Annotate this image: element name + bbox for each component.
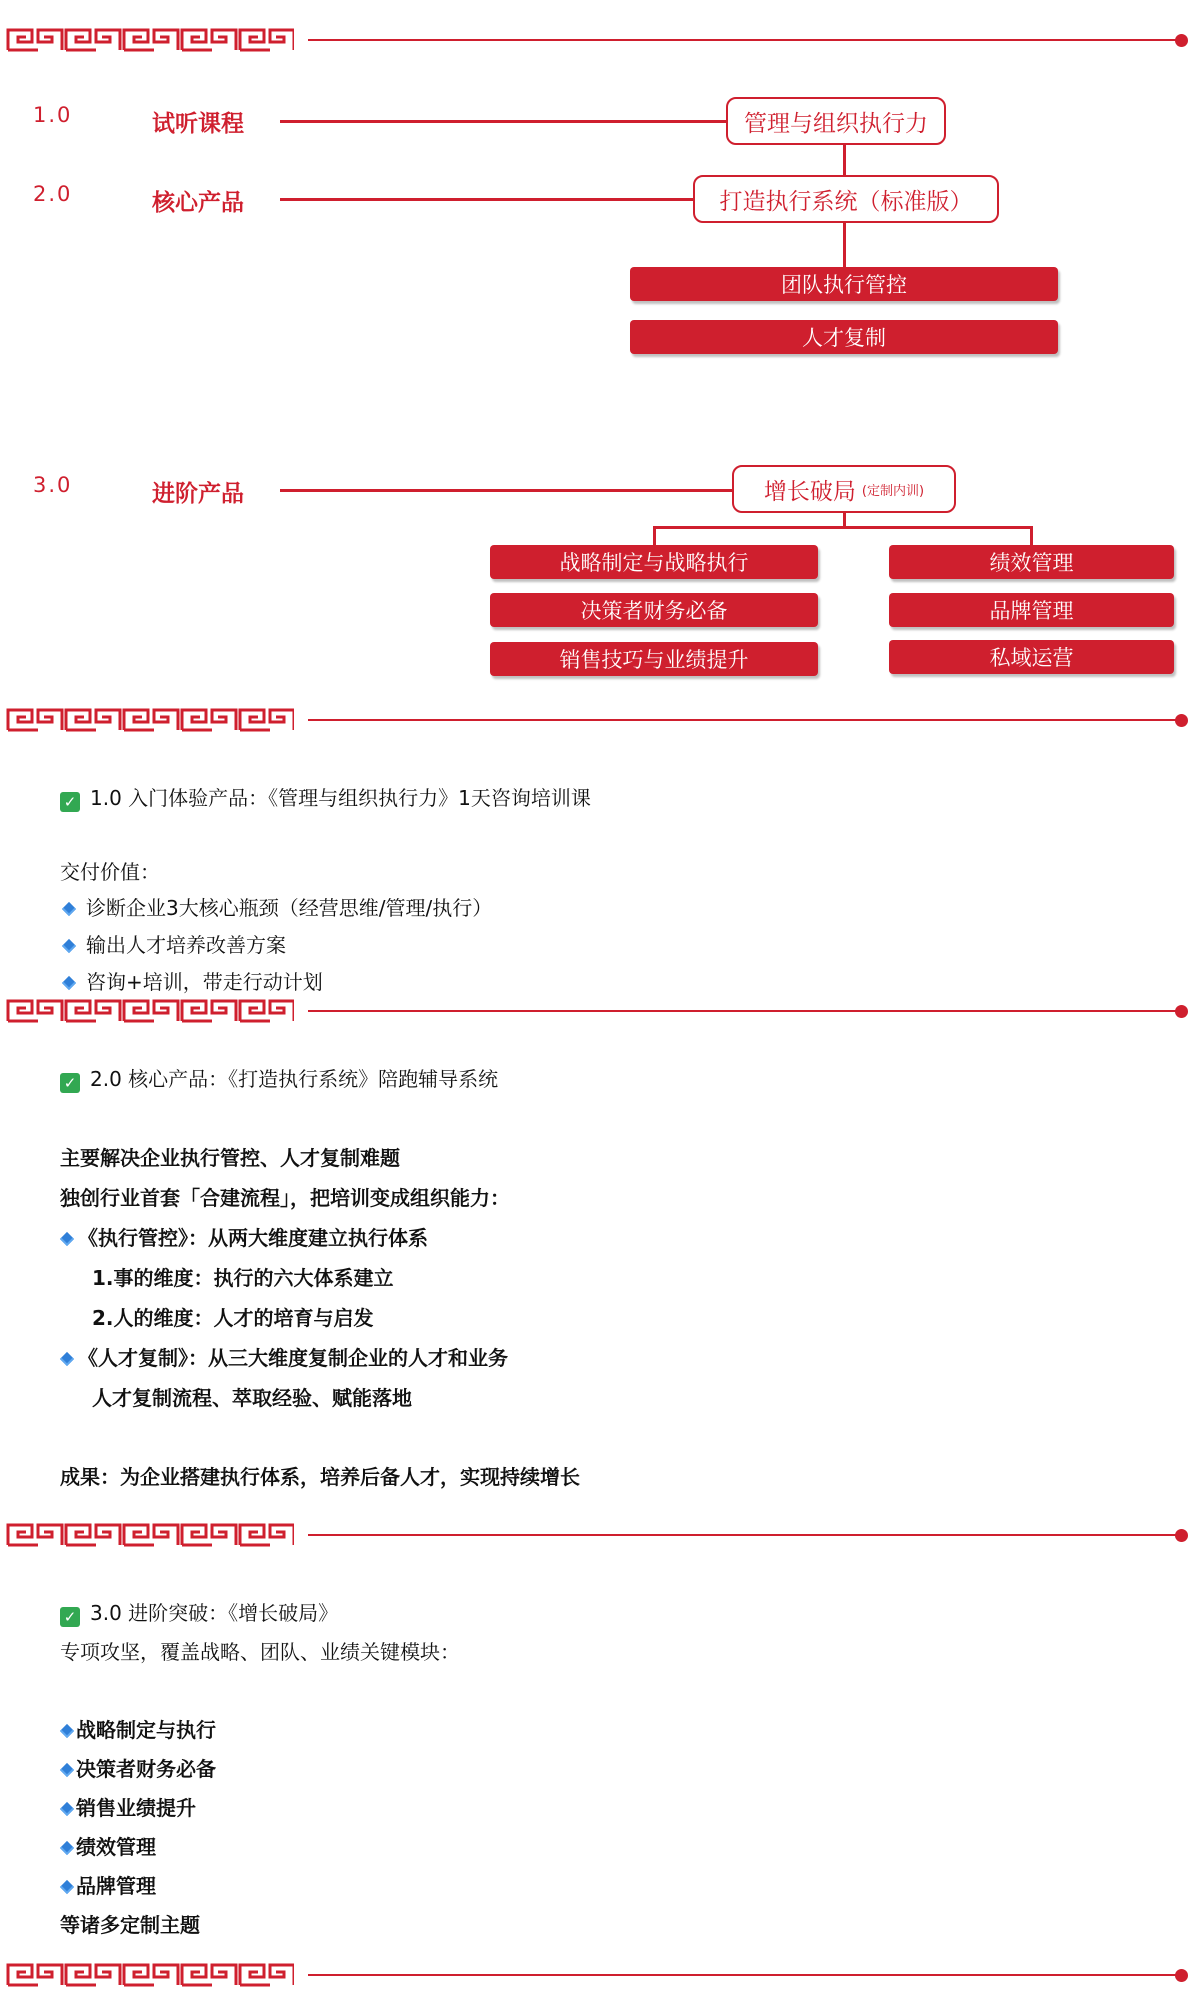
fret-pattern-icon xyxy=(6,708,294,732)
section-3-bullet xyxy=(60,1753,216,1782)
fret-motif xyxy=(182,1001,236,1021)
bullet-text: 《执行管控》：从两大维度建立执行体系 xyxy=(78,1226,428,1250)
fret-motif xyxy=(240,1525,294,1545)
level-3-number: 3.0 xyxy=(33,473,73,497)
level-2-trunk xyxy=(843,223,846,267)
divider-dot xyxy=(1175,1005,1188,1018)
section-2-bullet xyxy=(60,1222,428,1251)
fret-pattern-icon xyxy=(6,28,294,52)
fret-motif xyxy=(8,1965,62,1985)
level-3-box-note: (定制内训) xyxy=(861,483,925,499)
level-2-item: 人才复制 xyxy=(630,320,1058,354)
section-2-subitem: 人才复制流程、萃取经验、赋能落地 xyxy=(92,1386,412,1410)
fret-pattern-icon xyxy=(6,999,294,1023)
divider-line xyxy=(308,719,1184,721)
fret-motif xyxy=(8,710,62,730)
bullet-text: 《人才复制》：从三大维度复制企业的人才和业务 xyxy=(78,1346,508,1370)
fret-pattern-icon xyxy=(6,1963,294,1987)
fret-motif xyxy=(8,30,62,50)
level-3-left-branch xyxy=(653,526,656,546)
check-icon: ✓ xyxy=(60,792,80,812)
fret-motif xyxy=(240,30,294,50)
level-1-number: 1.0 xyxy=(33,103,73,127)
diamond-bullet-icon xyxy=(62,901,76,915)
fret-motif xyxy=(66,710,120,730)
diamond-bullet-icon xyxy=(60,1879,74,1893)
divider-line xyxy=(308,39,1184,41)
section-1-bullet xyxy=(60,966,323,995)
divider-4 xyxy=(0,1523,1200,1547)
check-icon: ✓ xyxy=(60,1607,80,1627)
section-1-value-label: 交付价值： xyxy=(60,860,160,884)
level-2-name: 核心产品 xyxy=(152,190,244,216)
divider-line xyxy=(308,1974,1184,1976)
level-3-left-item: 战略制定与战略执行 xyxy=(490,545,818,579)
level-1-box: 管理与组织执行力 xyxy=(726,97,946,145)
level-3-right-item: 私域运营 xyxy=(889,640,1174,674)
section-2-result: 成果：为企业搭建执行体系，培养后备人才，实现持续增长 xyxy=(60,1465,580,1489)
bullet-text: 销售业绩提升 xyxy=(76,1796,196,1820)
bullet-text: 绩效管理 xyxy=(76,1835,156,1859)
diamond-bullet-icon xyxy=(60,1351,74,1365)
divider-bottom xyxy=(0,1963,1200,1987)
divider-dot xyxy=(1175,34,1188,47)
bullet-text: 诊断企业3大核心瓶颈（经营思维/管理/执行） xyxy=(86,896,493,920)
diamond-bullet-icon xyxy=(62,938,76,952)
level-1-connector xyxy=(280,120,726,123)
fret-motif xyxy=(8,1525,62,1545)
diamond-bullet-icon xyxy=(60,1723,74,1737)
section-3-bullet xyxy=(60,1831,156,1860)
section-1-bullet xyxy=(60,929,286,958)
check-icon: ✓ xyxy=(60,1073,80,1093)
fret-motif xyxy=(124,1001,178,1021)
level-2-number: 2.0 xyxy=(33,182,73,206)
bullet-text: 品牌管理 xyxy=(76,1874,156,1898)
section-3-title-text: 3.0 进阶突破：《增长破局》 xyxy=(90,1601,339,1625)
level-3-branch-bar xyxy=(653,526,1033,529)
level-2-item: 团队执行管控 xyxy=(630,267,1058,301)
level-3-left-item: 决策者财务必备 xyxy=(490,593,818,627)
fret-motif xyxy=(66,1965,120,1985)
fret-motif xyxy=(124,1965,178,1985)
divider-line xyxy=(308,1534,1184,1536)
diamond-bullet-icon xyxy=(60,1762,74,1776)
bullet-text: 咨询+培训，带走行动计划 xyxy=(86,970,323,994)
diamond-bullet-icon xyxy=(60,1231,74,1245)
section-3-bullet xyxy=(60,1714,216,1743)
level-3-right-branch xyxy=(1030,526,1033,546)
fret-motif xyxy=(124,30,178,50)
fret-motif xyxy=(182,30,236,50)
section-3-subtitle: 专项攻坚，覆盖战略、团队、业绩关键模块： xyxy=(60,1640,460,1664)
level-2-box: 打造执行系统（标准版） xyxy=(693,175,999,223)
divider-dot xyxy=(1175,1969,1188,1982)
divider-2 xyxy=(0,708,1200,732)
section-1-title xyxy=(60,782,591,812)
fret-motif xyxy=(240,1001,294,1021)
diamond-bullet-icon xyxy=(62,975,76,989)
section-2-bullet xyxy=(60,1342,508,1371)
bullet-text: 决策者财务必备 xyxy=(76,1757,216,1781)
diamond-bullet-icon xyxy=(60,1840,74,1854)
section-3-closing: 等诸多定制主题 xyxy=(60,1913,200,1937)
section-3-title xyxy=(60,1597,338,1627)
section-2-title xyxy=(60,1063,498,1093)
section-3-bullet xyxy=(60,1870,156,1899)
fret-motif xyxy=(8,1001,62,1021)
fret-motif xyxy=(182,710,236,730)
section-2-line: 独创行业首套「合建流程」，把培训变成组织能力： xyxy=(60,1186,510,1210)
fret-motif xyxy=(182,1525,236,1545)
section-3-bullet xyxy=(60,1792,196,1821)
level-3-left-item: 销售技巧与业绩提升 xyxy=(490,642,818,676)
level-3-box-title: 增长破局 xyxy=(763,478,856,505)
bullet-text: 战略制定与执行 xyxy=(76,1718,216,1742)
level-1-name: 试听课程 xyxy=(152,111,244,137)
divider-line xyxy=(308,1010,1184,1012)
level-2-connector xyxy=(280,198,694,201)
level-3-right-item: 品牌管理 xyxy=(889,593,1174,627)
section-2-title-text: 2.0 核心产品：《打造执行系统》陪跑辅导系统 xyxy=(90,1067,499,1091)
fret-motif xyxy=(240,1965,294,1985)
level-3-right-item: 绩效管理 xyxy=(889,545,1174,579)
section-2-subitem: 1.事的维度：执行的六大体系建立 xyxy=(92,1266,394,1290)
fret-motif xyxy=(124,1525,178,1545)
level-1-to-2-connector xyxy=(843,145,846,175)
level-3-box xyxy=(732,465,956,513)
fret-motif xyxy=(124,710,178,730)
divider-top xyxy=(0,28,1200,52)
divider-dot xyxy=(1175,1529,1188,1542)
divider-dot xyxy=(1175,714,1188,727)
divider-3 xyxy=(0,999,1200,1023)
bullet-text: 输出人才培养改善方案 xyxy=(86,933,286,957)
section-2-line: 主要解决企业执行管控、人才复制难题 xyxy=(60,1146,400,1170)
fret-motif xyxy=(66,1001,120,1021)
level-3-name: 进阶产品 xyxy=(152,481,244,507)
fret-motif xyxy=(182,1965,236,1985)
fret-pattern-icon xyxy=(6,1523,294,1547)
section-2-subitem: 2.人的维度：人才的培育与启发 xyxy=(92,1306,374,1330)
fret-motif xyxy=(66,1525,120,1545)
section-1-bullet xyxy=(60,892,492,921)
fret-motif xyxy=(240,710,294,730)
fret-motif xyxy=(66,30,120,50)
section-1-title-text: 1.0 入门体验产品：《管理与组织执行力》1天咨询培训课 xyxy=(90,786,591,810)
level-3-connector xyxy=(280,489,732,492)
diamond-bullet-icon xyxy=(60,1801,74,1815)
